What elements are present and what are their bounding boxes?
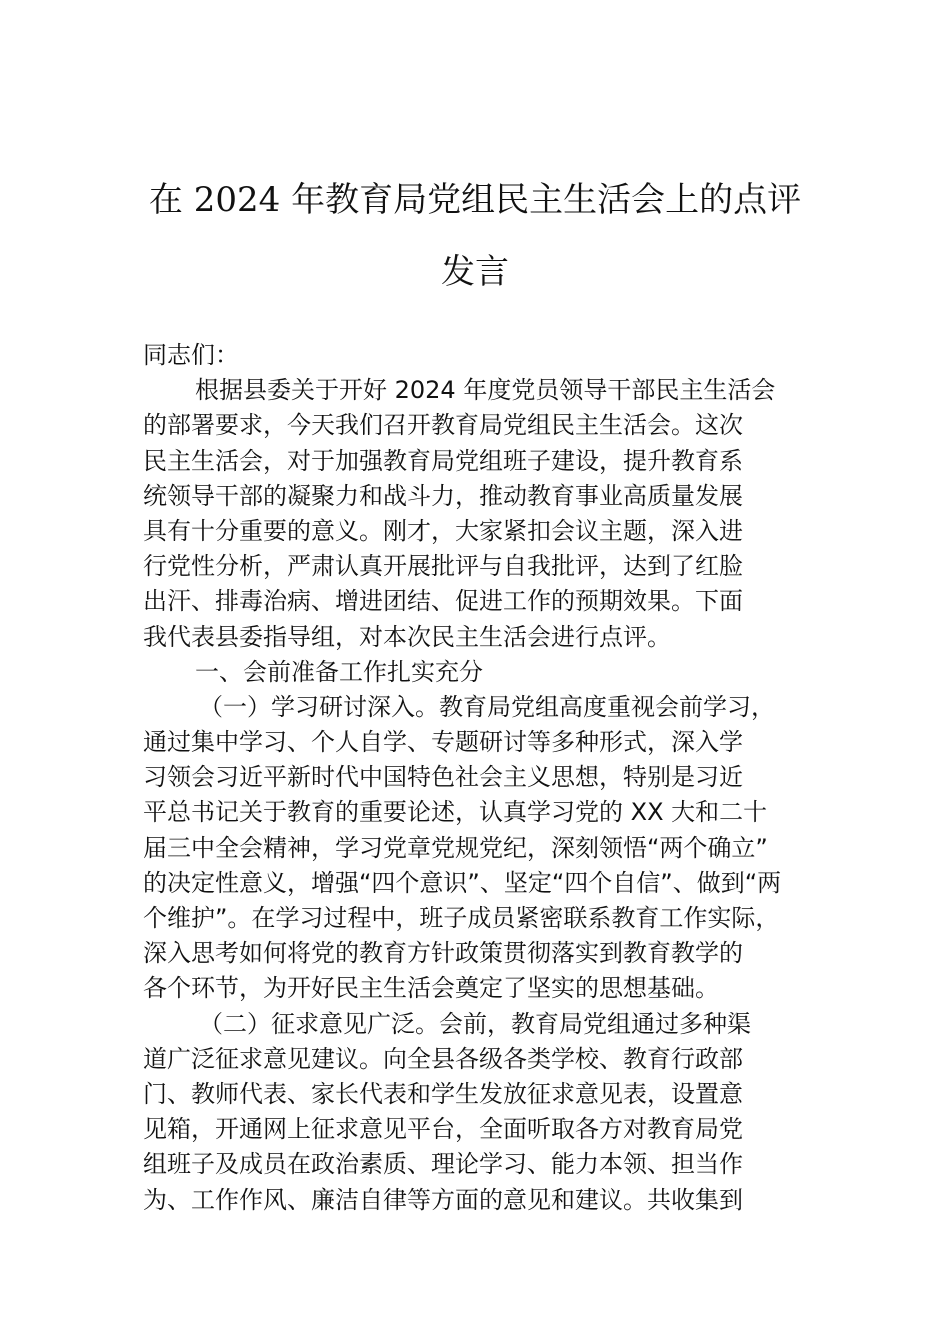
paragraph-1-line: 民主生活会，对于加强教育局党组班子建设，提升教育系 — [143, 446, 743, 475]
document-title-line-2: 发言 — [441, 252, 509, 292]
greeting: 同志们： — [143, 341, 239, 369]
paragraph-3-line: 门、教师代表、家长代表和学生发放征求意见表，设置意 — [143, 1079, 743, 1108]
paragraph-1-line: 我代表县委指导组，对本次民主生活会进行点评。 — [143, 622, 671, 651]
paragraph-1-line: 根据县委关于开好 2024 年度党员领导干部民主生活会 — [195, 376, 776, 405]
paragraph-3-line: 道广泛征求意见建议。向全县各级各类学校、教育行政部 — [143, 1044, 743, 1073]
paragraph-3-line: 为、工作作风、廉洁自律等方面的意见和建议。共收集到 — [143, 1185, 743, 1214]
paragraph-2-line: （一）学习研讨深入。教育局党组高度重视会前学习， — [199, 692, 775, 721]
paragraph-1-line: 具有十分重要的意义。刚才，大家紧扣会议主题，深入进 — [143, 516, 743, 545]
paragraph-1-line: 行党性分析，严肃认真开展批评与自我批评，达到了红脸 — [143, 552, 743, 581]
paragraph-2-line: 各个环节，为开好民主生活会奠定了坚实的思想基础。 — [143, 974, 719, 1003]
paragraph-2-line: 平总书记关于教育的重要论述，认真学习党的 XX 大和二十 — [143, 798, 768, 827]
paragraph-1-line: 的部署要求，今天我们召开教育局党组民主生活会。这次 — [143, 411, 743, 440]
paragraph-3-line: 见箱，开通网上征求意见平台，全面听取各方对教育局党 — [143, 1115, 743, 1144]
paragraph-2-line: 的决定性意义，增强“四个意识”、坚定“四个自信”、做到“两 — [143, 868, 782, 897]
paragraph-1-line: 统领导干部的凝聚力和战斗力，推动教育事业高质量发展 — [143, 481, 743, 510]
paragraph-2-line: 届三中全会精神，学习党章党规党纪，深刻领悟“两个确立” — [143, 833, 768, 862]
paragraph-1-line: 出汗、排毒治病、增进团结、促进工作的预期效果。下面 — [143, 587, 743, 616]
paragraph-2-line: 个维护”。在学习过程中，班子成员紧密联系教育工作实际， — [143, 904, 780, 932]
document-title-line-1: 在 2024 年教育局党组民主生活会上的点评 — [148, 180, 802, 220]
section-heading: 一、会前准备工作扎实充分 — [195, 657, 483, 686]
paragraph-2-line: 习领会习近平新时代中国特色社会主义思想，特别是习近 — [143, 763, 743, 792]
paragraph-3-line: （二）征求意见广泛。会前，教育局党组通过多种渠 — [199, 1009, 751, 1038]
paragraph-3-line: 组班子及成员在政治素质、理论学习、能力本领、担当作 — [143, 1150, 743, 1179]
paragraph-2-line: 深入思考如何将党的教育方针政策贯彻落实到教育教学的 — [143, 939, 743, 968]
document-body — [143, 338, 823, 1218]
paragraph-2-line: 通过集中学习、个人自学、专题研讨等多种形式，深入学 — [143, 728, 743, 757]
